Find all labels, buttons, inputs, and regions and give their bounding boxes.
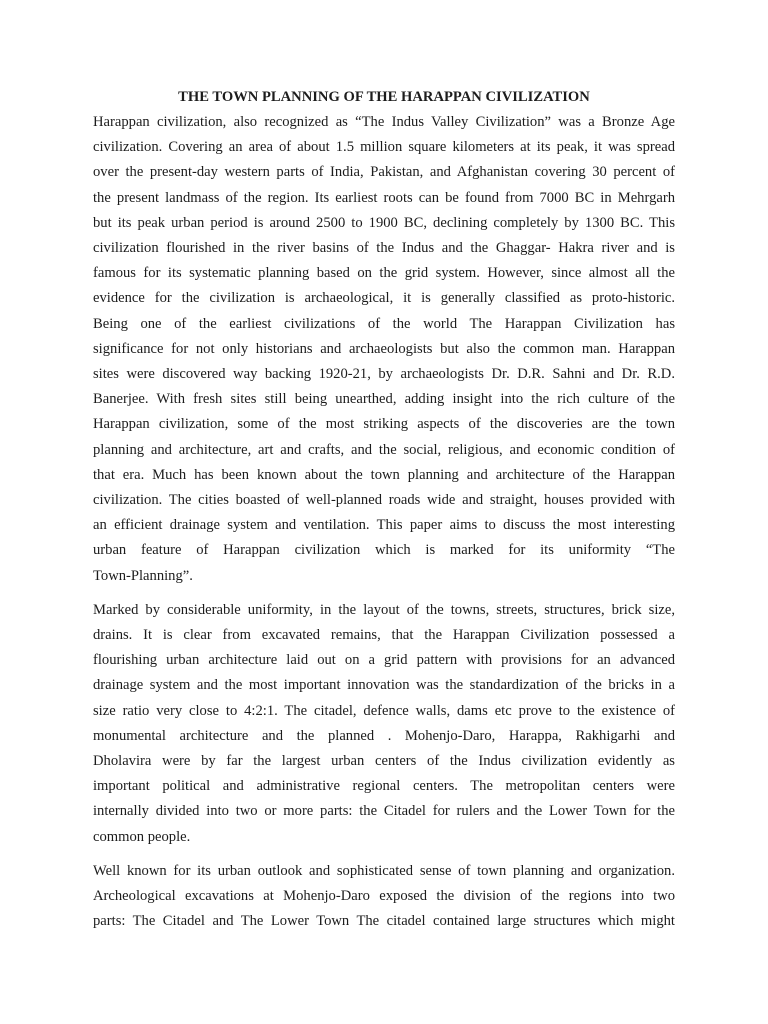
paragraph-line: drains. It is clear from excavated remains, that the Harappan Civilization possessed a xyxy=(93,627,675,644)
paragraph-line: Banerjee. With fresh sites still being unearthed, adding insight into the rich culture of the xyxy=(93,391,675,408)
document-title: THE TOWN PLANNING OF THE HARAPPAN CIVILIZATION xyxy=(178,89,590,105)
paragraph-line: that era. Much has been known about the town planning and architecture of the Harappan xyxy=(93,466,675,483)
paragraph-line: evidence for the civilization is archaeological, it is generally classified as proto-historic. xyxy=(93,290,675,307)
paragraph-line: important political and administrative regional centers. The metropolitan centers were xyxy=(93,778,675,795)
paragraph-line: parts: The Citadel and The Lower Town The citadel contained large structures which might xyxy=(93,913,675,930)
paragraph-line: Harappan civilization, also recognized as “The Indus Valley Civilization” was a Bronze Age xyxy=(93,114,675,130)
paragraph-line: the present landmass of the region. Its earliest roots can be found from 7000 BC in Mehrgarh xyxy=(93,189,675,206)
paragraph-line: Dholavira were by far the largest urban centers of the Indus civilization evidently as xyxy=(93,753,675,770)
paragraph-line: internally divided into two or more parts: the Citadel for rulers and the Lower Town for the xyxy=(93,803,675,820)
document-body xyxy=(93,84,675,935)
paragraph-3 xyxy=(93,859,675,935)
paragraph-line: over the present-day western parts of India, Pakistan, and Afghanistan covering 30 percent of xyxy=(93,164,675,181)
paragraph-line: an efficient drainage system and ventilation. This paper aims to discuss the most interesting xyxy=(93,517,675,534)
paragraph-line: size ratio very close to 4:2:1. The citadel, defence walls, dams etc prove to the existence of xyxy=(93,702,675,719)
paragraph-line: but its peak urban period is around 2500 to 1900 BC, declining completely by 1300 BC. This xyxy=(93,214,675,231)
paragraph-line: sites were discovered way backing 1920-21, by archaeologists Dr. D.R. Sahni and Dr. R.D. xyxy=(93,366,675,383)
paragraph-line: Town-Planning”. xyxy=(93,567,193,584)
paragraph-line: Harappan civilization, some of the most striking aspects of the discoveries are the town xyxy=(93,416,675,433)
paragraph-line: common people. xyxy=(93,828,191,845)
paragraph-line: flourishing urban architecture laid out on a grid pattern with provisions for an advanced xyxy=(93,652,675,669)
paragraph-line: monumental architecture and the planned . Mohenjo-Daro, Harappa, Rakhigarhi and xyxy=(93,727,675,744)
paragraph-line: significance for not only historians and archaeologists but also the common man. Harappan xyxy=(93,340,675,357)
paragraph-line: civilization flourished in the river basins of the Indus and the Ghaggar- Hakra river and is xyxy=(93,240,675,257)
paragraph-line: civilization. Covering an area of about 1.5 million square kilometers at its peak, it was spread xyxy=(93,139,675,156)
paragraph-line: Well known for its urban outlook and sophisticated sense of town planning and organization. xyxy=(93,862,675,879)
paragraph-line: Archeological excavations at Mohenjo-Daro exposed the division of the regions into two xyxy=(93,888,675,905)
paragraph-2 xyxy=(93,598,675,850)
paragraph-line: urban feature of Harappan civilization which is marked for its uniformity “The xyxy=(93,542,675,559)
paragraph-line: famous for its systematic planning based on the grid system. However, since almost all the xyxy=(93,265,675,282)
paragraph-line: drainage system and the most important innovation was the standardization of the bricks in a xyxy=(93,677,675,694)
paragraph-line: Being one of the earliest civilizations of the world The Harappan Civilization has xyxy=(93,315,675,332)
paragraph-line: Marked by considerable uniformity, in the layout of the towns, streets, structures, brick size, xyxy=(93,601,675,618)
paragraph-line: civilization. The cities boasted of well-planned roads wide and straight, houses provided with xyxy=(93,492,675,509)
paragraph-1 xyxy=(93,110,675,589)
paragraph-line: planning and architecture, art and crafts, and the social, religious, and economic condition of xyxy=(93,441,675,458)
